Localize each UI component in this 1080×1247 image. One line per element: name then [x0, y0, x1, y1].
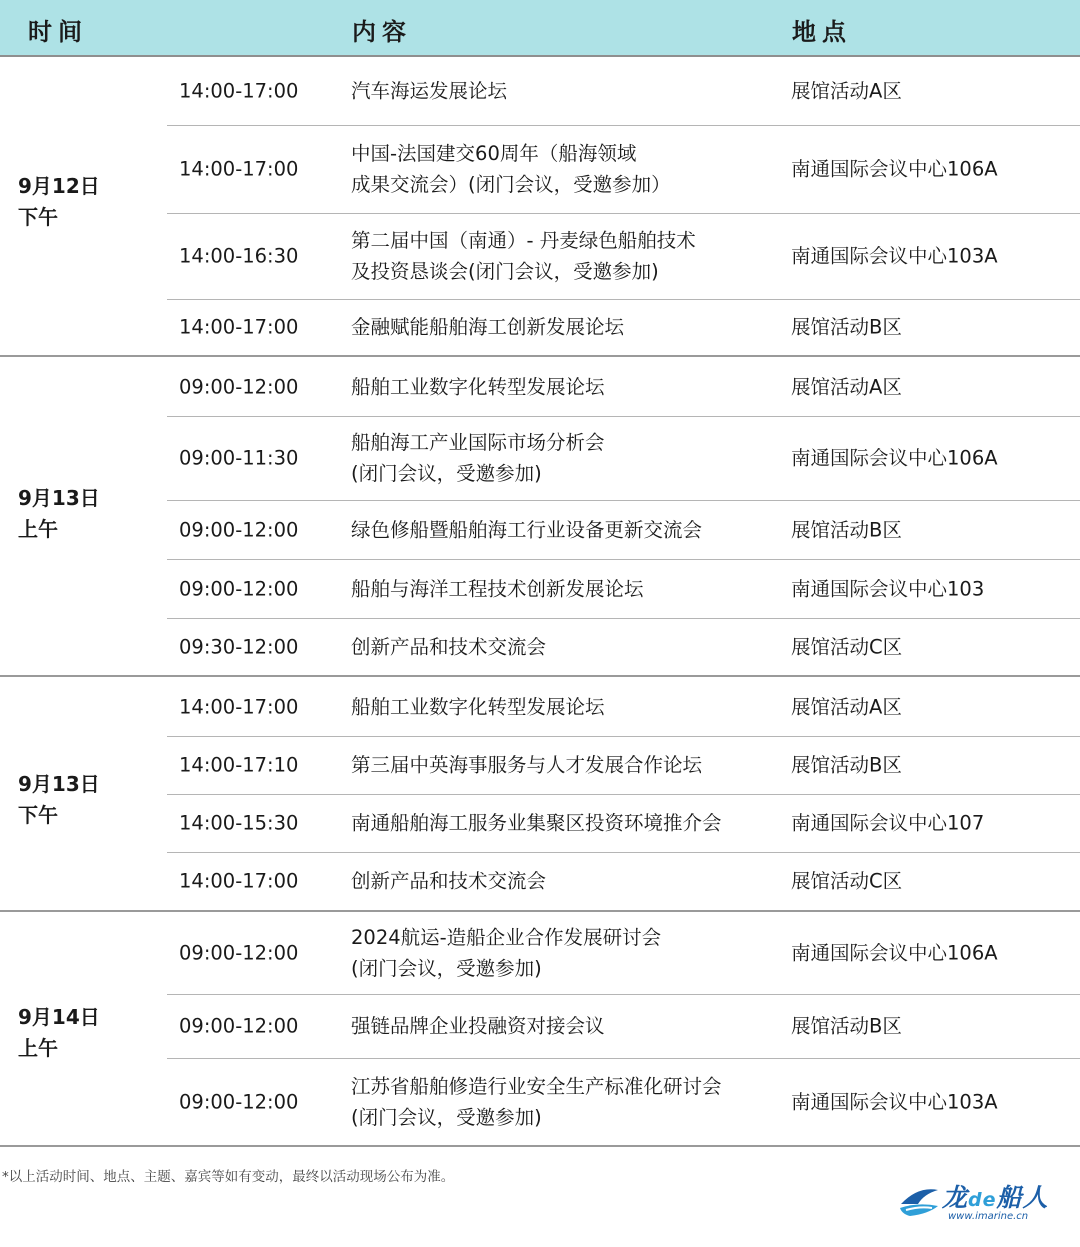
row-venue: 南通国际会议中心103A	[791, 244, 998, 268]
header-time: 时间	[28, 18, 88, 46]
row-time: 09:00-12:00	[179, 1090, 299, 1113]
row-venue: 展馆活动B区	[791, 315, 902, 339]
table-row	[167, 125, 1080, 214]
row-time: 14:00-17:00	[179, 695, 299, 718]
day-date: 9月14日	[18, 1005, 100, 1029]
row-content	[351, 922, 661, 984]
row-content-line: 中国-法国建交60周年（船海领域	[351, 142, 637, 165]
row-venue: 南通国际会议中心106A	[791, 941, 998, 965]
row-content	[351, 138, 671, 200]
row-venue: 展馆活动B区	[791, 518, 902, 541]
row-content-line: 创新产品和技术交流会	[351, 635, 547, 658]
day-period: 上午	[18, 517, 58, 541]
row-content-line: 江苏省船舶修造行业安全生产标准化研讨会	[351, 1074, 722, 1098]
row-content-line: 汽车海运发展论坛	[351, 79, 508, 103]
table-row	[167, 357, 1080, 417]
row-content-line: 绿色修船暨船舶海工行业设备更新交流会	[351, 518, 703, 541]
row-venue: 展馆活动A区	[791, 695, 902, 718]
row-content-line: (闭门会议，受邀参加)	[351, 462, 542, 485]
table-row	[167, 994, 1080, 1059]
row-content	[351, 573, 644, 604]
row-content-line: 船舶工业数字化转型发展论坛	[351, 695, 605, 718]
table-row	[167, 1058, 1080, 1145]
day-date: 9月12日	[18, 174, 100, 198]
row-content	[351, 631, 546, 662]
row-content-line: 金融赋能船舶海工创新发展论坛	[351, 315, 625, 339]
row-content	[351, 866, 546, 897]
table-row	[167, 213, 1080, 300]
day-period: 下午	[18, 205, 58, 229]
row-time: 14:00-16:30	[179, 244, 299, 268]
logo-url: www.imarine.cn	[948, 1211, 1029, 1222]
row-content-line: 船舶工业数字化转型发展论坛	[351, 375, 605, 398]
header-venue: 地点	[792, 18, 852, 46]
day-date: 9月13日	[18, 772, 100, 796]
day-period: 下午	[18, 803, 58, 827]
table-row	[167, 618, 1080, 675]
row-content-line: 船舶与海洋工程技术创新发展论坛	[351, 577, 644, 600]
row-venue: 南通国际会议中心107	[791, 811, 985, 835]
day-period: 上午	[18, 1036, 58, 1060]
day-group	[0, 357, 1080, 677]
row-content	[351, 312, 624, 343]
row-content	[351, 371, 605, 402]
row-content-line: 第二届中国（南通）- 丹麦绿色船舶技术	[351, 229, 696, 252]
table-row	[167, 416, 1080, 501]
logo	[898, 1178, 1060, 1228]
day-date: 9月13日	[18, 486, 100, 510]
row-content-line: 南通船舶海工服务业集聚区投资环境推介会	[351, 811, 722, 835]
row-content-line: (闭门会议，受邀参加)	[351, 1105, 542, 1129]
row-venue: 展馆活动C区	[791, 635, 903, 658]
row-venue: 南通国际会议中心106A	[791, 157, 998, 181]
row-time: 09:00-12:00	[179, 577, 299, 600]
row-time: 09:00-12:00	[179, 1014, 299, 1038]
row-venue: 展馆活动A区	[791, 375, 902, 398]
table-row	[167, 677, 1080, 737]
row-time: 14:00-17:00	[179, 869, 299, 893]
row-content	[351, 691, 605, 722]
table-header	[0, 0, 1080, 57]
table-row	[167, 852, 1080, 910]
row-venue: 南通国际会议中心106A	[791, 446, 998, 470]
row-content-line: 船舶海工产业国际市场分析会	[351, 431, 605, 454]
row-time: 09:30-12:00	[179, 635, 299, 658]
table-row	[167, 57, 1080, 126]
footnote: *以上活动时间、地点、主题、嘉宾等如有变动，最终以活动现场公布为准。	[2, 1169, 455, 1185]
row-venue: 展馆活动C区	[791, 869, 903, 893]
day-group	[0, 912, 1080, 1147]
row-content-line: 及投资恳谈会(闭门会议，受邀参加)	[351, 260, 659, 283]
row-time: 09:00-12:00	[179, 375, 299, 398]
row-time: 14:00-17:00	[179, 79, 299, 103]
row-content	[351, 750, 702, 781]
row-content-line: (闭门会议，受邀参加)	[351, 957, 542, 980]
row-time: 09:00-11:30	[179, 446, 299, 470]
day-label	[18, 1002, 100, 1064]
row-content	[351, 514, 702, 545]
row-venue: 展馆活动A区	[791, 79, 902, 103]
row-time: 14:00-17:00	[179, 157, 299, 181]
row-content	[351, 808, 722, 839]
row-content	[351, 225, 696, 287]
row-venue: 南通国际会议中心103	[791, 577, 985, 600]
day-label	[18, 769, 100, 831]
row-content	[351, 1011, 605, 1042]
row-content	[351, 76, 507, 107]
day-group	[0, 677, 1080, 912]
table-row	[167, 299, 1080, 355]
row-content-line: 成果交流会）(闭门会议，受邀参加）	[351, 173, 671, 196]
row-time: 09:00-12:00	[179, 518, 299, 541]
day-label	[18, 483, 100, 545]
row-time: 14:00-17:00	[179, 315, 299, 339]
row-content-line: 2024航运-造船企业合作发展研讨会	[351, 926, 662, 949]
row-content-line: 创新产品和技术交流会	[351, 869, 547, 893]
day-label	[18, 171, 100, 233]
row-venue: 展馆活动B区	[791, 753, 902, 777]
logo-wordmark: 龙de船人	[942, 1183, 1049, 1212]
table-row	[167, 736, 1080, 795]
row-time: 14:00-15:30	[179, 811, 299, 835]
day-group	[0, 57, 1080, 357]
ship-logo-icon	[898, 1180, 940, 1220]
row-content-line: 第三届中英海事服务与人才发展合作论坛	[351, 753, 703, 777]
table-row	[167, 559, 1080, 619]
table-row	[167, 500, 1080, 560]
row-content-line: 强链品牌企业投融资对接会议	[351, 1014, 605, 1038]
header-content: 内容	[352, 18, 412, 46]
row-venue: 南通国际会议中心103A	[791, 1090, 998, 1113]
row-time: 14:00-17:10	[179, 753, 299, 777]
table-row	[167, 912, 1080, 995]
row-time: 09:00-12:00	[179, 941, 299, 965]
row-venue: 展馆活动B区	[791, 1014, 902, 1038]
table-row	[167, 794, 1080, 853]
row-content	[351, 1071, 722, 1133]
row-content	[351, 427, 605, 489]
